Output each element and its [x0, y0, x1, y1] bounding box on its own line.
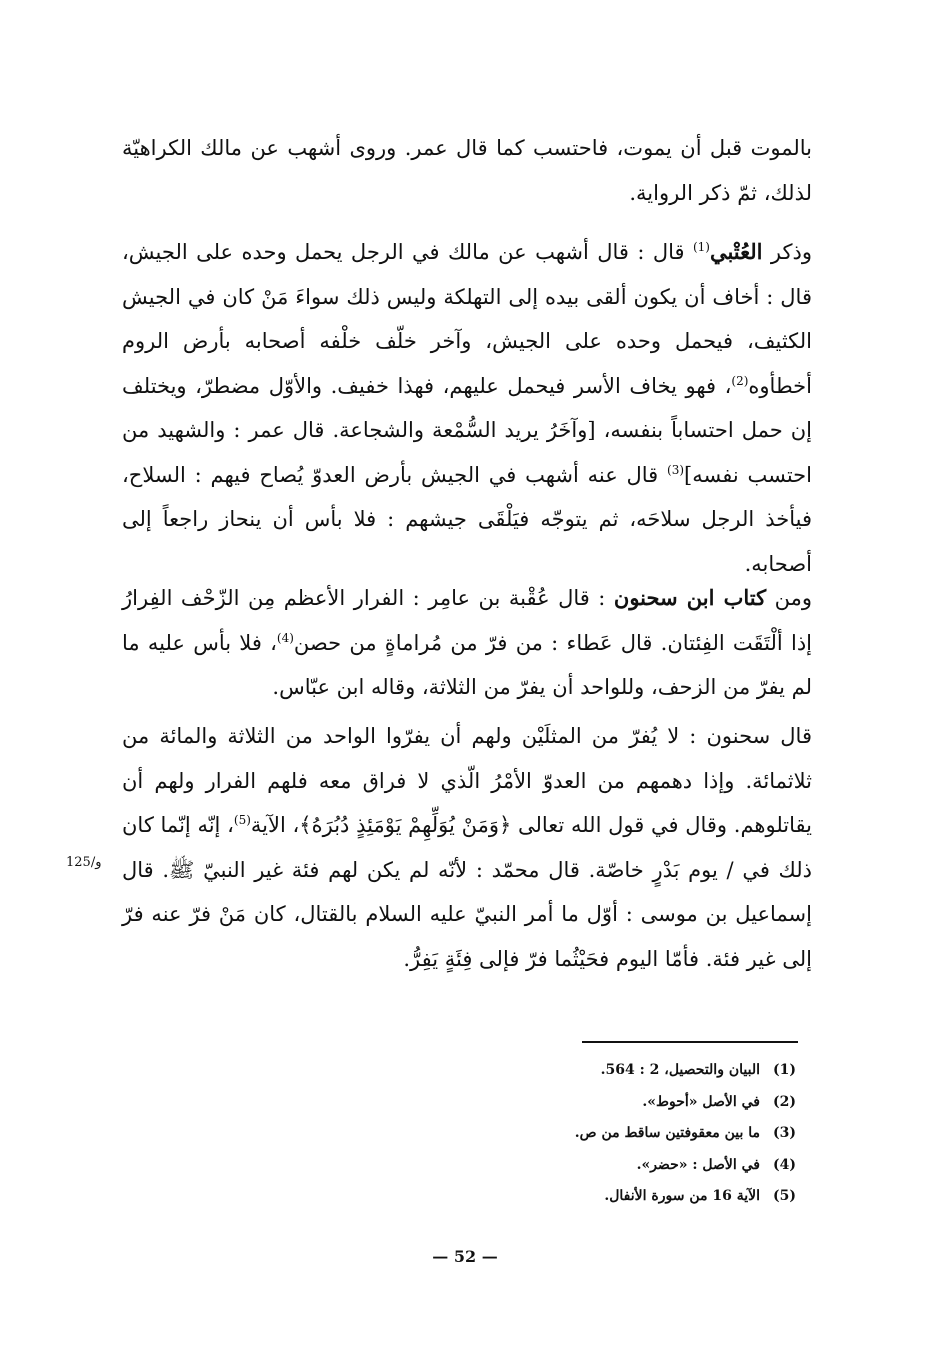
footnote-ref-4: (4) [276, 630, 294, 645]
footnote-number: (2) [773, 1094, 796, 1110]
footnote-text: في الأصل : «حضر». [636, 1157, 760, 1173]
footnote-text: في الأصل «أحوط». [642, 1094, 760, 1110]
paragraph-1: بالموت قبل أن يموت، فاحتسب كما قال عمر. وروى أشهب عن مالك الكراهيّة لذلك، ثمّ ذكر الرواية. [122, 136, 812, 205]
footnote-2 [376, 1092, 796, 1112]
author-name: العُتْبي [709, 239, 763, 264]
paragraph-4-text-b: ، إنّه إنّما كان ذلك في / يوم بَدْرٍ خاصّة. قال محمّد : لأنّه لم يكن لهم فئة غير النبيّ ﷺ. قال إسماعيل بن موسى : أوّل ما أمر النبيّ عليه السلام بالقتال، كان مَنْ فرّ عنه فرّ إلى غير فئة. فأمّا اليوم فحَيْثُما فرّ فإلى فِئَةٍ يَفِرُّ. [122, 813, 812, 971]
paragraph-3 [122, 576, 812, 710]
footnote-1 [376, 1060, 796, 1080]
footnote-ref-1: (1) [692, 240, 710, 254]
paragraph-2-text-c: قال عنه أشهب في الجيش بأرض العدوّ يُصاح فيهم : السلاح، فيأخذ الرجل سلاحَه، ثم يتوجّه فيَلْقَى جيشهم : فلا بأس أن ينحاز راجعاً إلى أصحابه. [122, 462, 812, 576]
page-number: — 52 — [432, 1247, 498, 1266]
footnote-ref-2: (2) [731, 373, 749, 388]
footnote-number: (1) [773, 1062, 796, 1078]
footnote-5 [376, 1186, 796, 1206]
footnote-text: البيان والتحصيل، 2 : 564. [600, 1062, 760, 1078]
paragraph-2-text-a: قال : قال أشهب عن مالك في الرجل يحمل وحده على الجيش، قال : أخاف أن يكون ألقى بيده إلى التهلكة وليس ذلك سواءَ مَنْ كان في الجيش الكثيف، فيحمل وحده على الجيش، وآخر خلّف خلْفه أصحابه بأرض الروم أخطأوه [122, 240, 812, 398]
footnote-text: ما بين معقوفتين ساقط من ص. [574, 1125, 760, 1141]
footnote-separator [582, 1041, 798, 1043]
footnote-ref-3: (3) [667, 462, 685, 477]
paragraph-2-text-b: ، فهو يخاف الأسر فيحمل عليهم، فهذا خفيف. والأوّل مضطرّ، ويختلف إن حمل احتساباً بنفسه، [وآخَرُ يريد السُّمْعة والشجاعة. قال عمر : والشهيد من احتسب نفسه] [122, 373, 812, 487]
book-title: كتاب ابن سحنون [613, 585, 767, 610]
paragraph-3-intro: ومن [766, 586, 812, 610]
footnote-3 [376, 1123, 796, 1143]
paragraph-4 [122, 714, 812, 981]
footnote-text: الآية 16 من سورة الأنفال. [604, 1188, 760, 1204]
footnote-4 [376, 1155, 796, 1175]
paragraph-3-text-a: : قال عُقْبة بن عامِر : الفرار الأعظم مِن الزّحْف الفِرارُ إذا ألْتَقَت الفِئتان. قال عَطاء : من فرّ من مُراماةٍ من حصن [122, 586, 812, 655]
paragraph-2-intro: وذكر [762, 240, 812, 264]
paragraph-3-text-b: ، فلا بأس عليه ما لم يفرّ من الزحف، وللواحد أن يفرّ من الثلاثة، وقاله ابن عبّاس. [122, 630, 812, 699]
paragraph-4-text-a: قال سحنون : لا يُفرّ من المثلَيْن ولهم أن يفرّوا الواحد من الثلاثة والمائة من ثلاثمائة. وإذا دهمهم من العدوّ الأمْرُ الّذي لا فراق معه فلهم الفرار ولهم أن يقاتلوهم. وقال في قول الله تعالى ﴿وَمَنْ يُوَلِّهِمْ يَوْمَئِذٍ دُبُرَهُ﴾، الآية [122, 724, 812, 837]
footnote-number: (4) [773, 1157, 796, 1173]
footnote-number: (5) [773, 1188, 796, 1204]
footnote-ref-5: (5) [233, 813, 251, 827]
footnote-number: (3) [773, 1125, 796, 1141]
paragraph-2 [122, 230, 812, 586]
folio-margin-note: 125/و [66, 855, 102, 870]
